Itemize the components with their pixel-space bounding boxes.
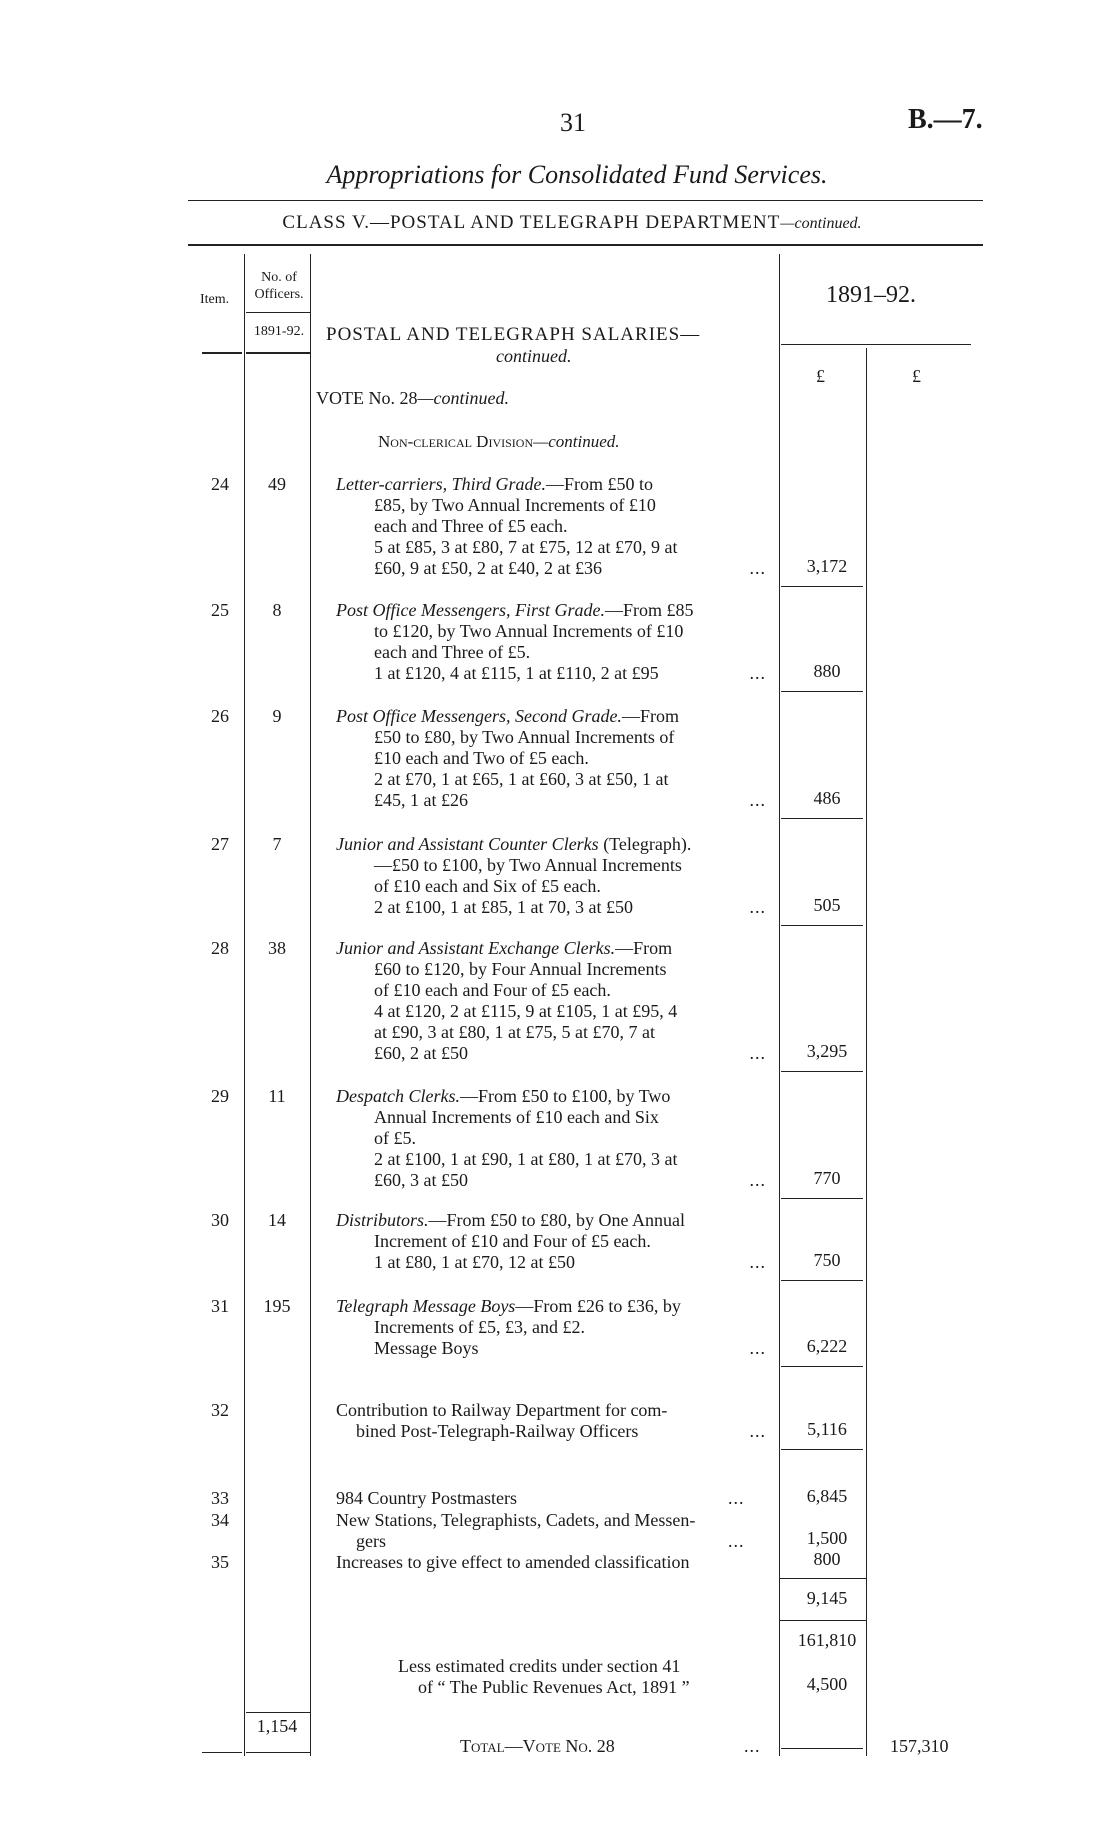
description-text: Message Boys <box>374 1338 479 1358</box>
description-text: 1 at £120, 4 at £115, 1 at £110, 2 at £95 <box>374 663 659 683</box>
item-amount: 750 <box>813 1250 841 1270</box>
description-line <box>336 1400 772 1421</box>
credits-description-line1: Less estimated credits under section 41 <box>398 1656 681 1676</box>
item-number: 27 <box>211 834 229 854</box>
description-line <box>336 769 772 790</box>
officer-count: 9 <box>272 706 282 726</box>
total-leader-dots: ... <box>744 1736 761 1756</box>
description-text: £10 each and Two of £5 each. <box>374 748 589 768</box>
title-rule <box>188 200 983 201</box>
description-line <box>336 959 772 980</box>
grade-title: Telegraph Message Boys <box>336 1296 516 1316</box>
leader-dots: ... <box>749 1338 766 1358</box>
officer-count: 11 <box>268 1086 286 1106</box>
item-number: 26 <box>211 706 229 726</box>
description-text: £60, 3 at £50 <box>374 1170 468 1190</box>
item-description <box>336 600 772 684</box>
amount-rule <box>781 1280 863 1281</box>
section-title: POSTAL AND TELEGRAPH SALARIES— <box>326 324 701 345</box>
description-line <box>336 938 772 959</box>
officers-total-rule <box>246 1712 310 1713</box>
item-description-continued: gers ... <box>356 1531 745 1551</box>
description-text: of £5. <box>374 1128 416 1148</box>
description-line <box>336 1210 772 1231</box>
description-line <box>336 980 772 1001</box>
officers-desc-divider <box>310 254 311 1756</box>
description-text: £60 to £120, by Four Annual Increments <box>374 959 667 979</box>
description-line <box>336 1231 772 1252</box>
amount-rule <box>781 818 863 819</box>
division-subheading: Non-clerical Division—continued. <box>378 432 620 451</box>
description-text: each and Three of £5 each. <box>374 516 568 536</box>
description-text: —From £50 to <box>545 474 653 494</box>
description-text: bined Post-Telegraph-Railway Officers <box>356 1421 639 1441</box>
description-text: (Telegraph). <box>598 834 692 854</box>
year-heading: 1891–92. <box>826 282 916 308</box>
description-line <box>336 876 772 897</box>
description-text: of £10 each and Six of £5 each. <box>374 876 601 896</box>
description-line <box>336 1338 772 1359</box>
description-line <box>336 1022 772 1043</box>
amount-rule <box>781 1449 863 1450</box>
officer-count: 8 <box>272 600 282 620</box>
leader-dots: ... <box>749 1170 766 1190</box>
pound-column-1: £ <box>816 366 825 386</box>
item-amount: 880 <box>813 661 841 681</box>
credits-amount: 4,500 <box>806 1674 848 1694</box>
amount-rule <box>781 1198 863 1199</box>
grade-title: Despatch Clerks. <box>336 1086 460 1106</box>
amount-rule <box>781 691 863 692</box>
item-amount: 770 <box>813 1168 841 1188</box>
item-number: 30 <box>211 1210 229 1230</box>
description-text: £60, 2 at £50 <box>374 1043 468 1063</box>
description-line <box>336 897 772 918</box>
amount-rule <box>781 1366 863 1367</box>
leader-dots: ... <box>749 1421 766 1441</box>
gross-rule <box>779 1620 866 1621</box>
amount-rule <box>781 925 863 926</box>
item-amount: 1,500 <box>806 1528 848 1548</box>
officer-count: 7 <box>272 834 282 854</box>
description-text: to £120, by Two Annual Increments of £10 <box>374 621 684 641</box>
grade-title: Letter-carriers, Third Grade. <box>336 474 546 494</box>
description-text: —From £26 to £36, by <box>515 1296 681 1316</box>
description-text: —From £50 to £80, by One Annual <box>428 1210 686 1230</box>
item-amount: 800 <box>813 1549 841 1569</box>
item-description <box>336 938 772 1064</box>
item-number: 25 <box>211 600 229 620</box>
description-line <box>336 474 772 495</box>
description-text: 2 at £100, 1 at £85, 1 at 70, 3 at £50 <box>374 897 633 917</box>
subtotal-rule <box>779 1578 866 1579</box>
leader-dots: ... <box>749 1252 766 1272</box>
amount-rule <box>781 586 863 587</box>
item-amount: 505 <box>813 895 841 915</box>
grade-title: Distributors. <box>336 1210 429 1230</box>
grade-title: Junior and Assistant Counter Clerks <box>336 834 599 854</box>
description-text: at £90, 3 at £80, 1 at £75, 5 at £70, 7 at <box>374 1022 655 1042</box>
year-rule <box>781 344 971 345</box>
item-amount: 3,295 <box>806 1041 848 1061</box>
description-line <box>336 1149 772 1170</box>
description-text: —From £50 to £100, by Two <box>459 1086 671 1106</box>
description-text: £60, 9 at £50, 2 at £40, 2 at £36 <box>374 558 602 578</box>
description-text: £45, 1 at £26 <box>374 790 468 810</box>
officers-year: 1891-92. <box>253 324 305 339</box>
grade-title: Post Office Messengers, Second Grade. <box>336 706 622 726</box>
page-title: Appropriations for Consolidated Fund Services. <box>326 160 828 189</box>
vote-heading: VOTE No. 28—continued. <box>316 388 509 408</box>
officer-count: 49 <box>268 474 286 494</box>
item-number: 24 <box>211 474 229 494</box>
total-vote-label: Total—Vote No. 28 <box>460 1736 615 1756</box>
item-description <box>336 834 772 918</box>
item-amount: 6,222 <box>806 1336 848 1356</box>
description-line <box>336 1107 772 1128</box>
item-description: New Stations, Telegraphists, Cadets, and Messen- <box>336 1510 696 1530</box>
item-number: 29 <box>211 1086 229 1106</box>
item-description <box>336 1296 772 1359</box>
description-line <box>336 516 772 537</box>
item-column-label: Item. <box>200 292 230 307</box>
item-number: 31 <box>211 1296 229 1316</box>
total-rule <box>781 1748 863 1749</box>
description-text: 1 at £80, 1 at £70, 12 at £50 <box>374 1252 575 1272</box>
description-text: —From <box>621 706 679 726</box>
description-text: of £10 each and Four of £5 each. <box>374 980 611 1000</box>
description-text: Increments of £5, £3, and £2. <box>374 1317 585 1337</box>
item-number: 33 <box>211 1488 229 1508</box>
description-line <box>336 834 772 855</box>
item-head-rule <box>202 352 242 354</box>
gross-total-amount: 161,810 <box>797 1630 857 1650</box>
item-number: 34 <box>211 1510 229 1530</box>
description-text: Increment of £10 and Four of £5 each. <box>374 1231 651 1251</box>
pound-column-2: £ <box>912 366 921 386</box>
amount-rule <box>781 1071 863 1072</box>
item-bottom-rule <box>202 1752 242 1753</box>
item-description <box>336 1086 772 1191</box>
officers-head-rule <box>246 312 310 313</box>
leader-dots: ... <box>749 1043 766 1063</box>
description-line <box>336 1296 772 1317</box>
leader-dots: ... <box>749 558 766 578</box>
leader-dots: ... <box>749 663 766 683</box>
officers-head-rule-2 <box>246 352 310 354</box>
item-description <box>336 1210 772 1273</box>
officer-count: 14 <box>268 1210 286 1230</box>
item-amount: 486 <box>813 788 841 808</box>
item-description <box>336 706 772 811</box>
description-text: Contribution to Railway Department for com- <box>336 1400 668 1420</box>
leader-dots: ... <box>749 790 766 810</box>
class-heading: CLASS V.—POSTAL AND TELEGRAPH DEPARTMENT—continued. <box>282 212 862 233</box>
description-line <box>336 1086 772 1107</box>
description-line <box>336 558 772 579</box>
description-text: 2 at £70, 1 at £65, 1 at £60, 3 at £50, 1 at <box>374 769 669 789</box>
description-line <box>336 621 772 642</box>
description-line <box>336 748 772 769</box>
item-description <box>336 1400 772 1442</box>
grade-title: Junior and Assistant Exchange Clerks. <box>336 938 616 958</box>
credits-description-line2: of “ The Public Revenues Act, 1891 ” <box>418 1677 690 1697</box>
description-line <box>336 1170 772 1191</box>
item-number: 28 <box>211 938 229 958</box>
item-number: 32 <box>211 1400 229 1420</box>
description-line <box>336 642 772 663</box>
description-line <box>336 790 772 811</box>
item-number: 35 <box>211 1552 229 1572</box>
document-reference: B.—7. <box>908 104 983 135</box>
officers-label-line1: No. of <box>261 270 297 285</box>
item-description <box>336 474 772 579</box>
description-line <box>336 537 772 558</box>
officers-bottom-rule <box>246 1752 310 1753</box>
description-text: —£50 to £100, by Two Annual Increments <box>374 855 682 875</box>
officer-count: 195 <box>263 1296 291 1316</box>
item-amount: 6,845 <box>806 1486 848 1506</box>
description-text: Annual Increments of £10 each and Six <box>374 1107 659 1127</box>
leader-dots: ... <box>749 897 766 917</box>
total-vote-amount: 157,310 <box>890 1736 949 1756</box>
officers-total: 1,154 <box>256 1716 298 1736</box>
description-line <box>336 495 772 516</box>
item-officers-divider <box>244 254 245 1756</box>
grade-title: Post Office Messengers, First Grade. <box>336 600 605 620</box>
description-text: —From <box>615 938 673 958</box>
description-line <box>336 706 772 727</box>
item-amount: 3,172 <box>806 556 848 576</box>
description-line <box>336 1317 772 1338</box>
description-text: 2 at £100, 1 at £90, 1 at £80, 1 at £70, 3 at <box>374 1149 678 1169</box>
description-text: 5 at £85, 3 at £80, 7 at £75, 12 at £70, 9 at <box>374 537 678 557</box>
description-line <box>336 1043 772 1064</box>
description-line <box>336 727 772 748</box>
table-top-rule <box>188 244 983 246</box>
item-description: 984 Country Postmasters ... <box>336 1488 745 1508</box>
description-text: 4 at £120, 2 at £115, 9 at £105, 1 at £95, 4 <box>374 1001 678 1021</box>
description-line <box>336 1128 772 1149</box>
description-line <box>336 1421 772 1442</box>
description-line <box>336 855 772 876</box>
description-line <box>336 1001 772 1022</box>
description-line <box>336 663 772 684</box>
description-text: £50 to £80, by Two Annual Increments of <box>374 727 675 747</box>
description-line <box>336 600 772 621</box>
item-description: Increases to give effect to amended classification <box>336 1552 690 1572</box>
desc-amount-divider <box>779 254 780 1756</box>
section-title-continued: continued. <box>496 346 572 366</box>
officer-count: 38 <box>268 938 286 958</box>
page-number: 31 <box>560 108 586 137</box>
description-text: each and Three of £5. <box>374 642 531 662</box>
officers-label-line2: Officers. <box>254 287 304 302</box>
description-text: £85, by Two Annual Increments of £10 <box>374 495 656 515</box>
item-amount: 5,116 <box>807 1419 847 1439</box>
description-text: —From £85 <box>604 600 694 620</box>
subtotal-amount: 9,145 <box>806 1588 848 1608</box>
description-line <box>336 1252 772 1273</box>
